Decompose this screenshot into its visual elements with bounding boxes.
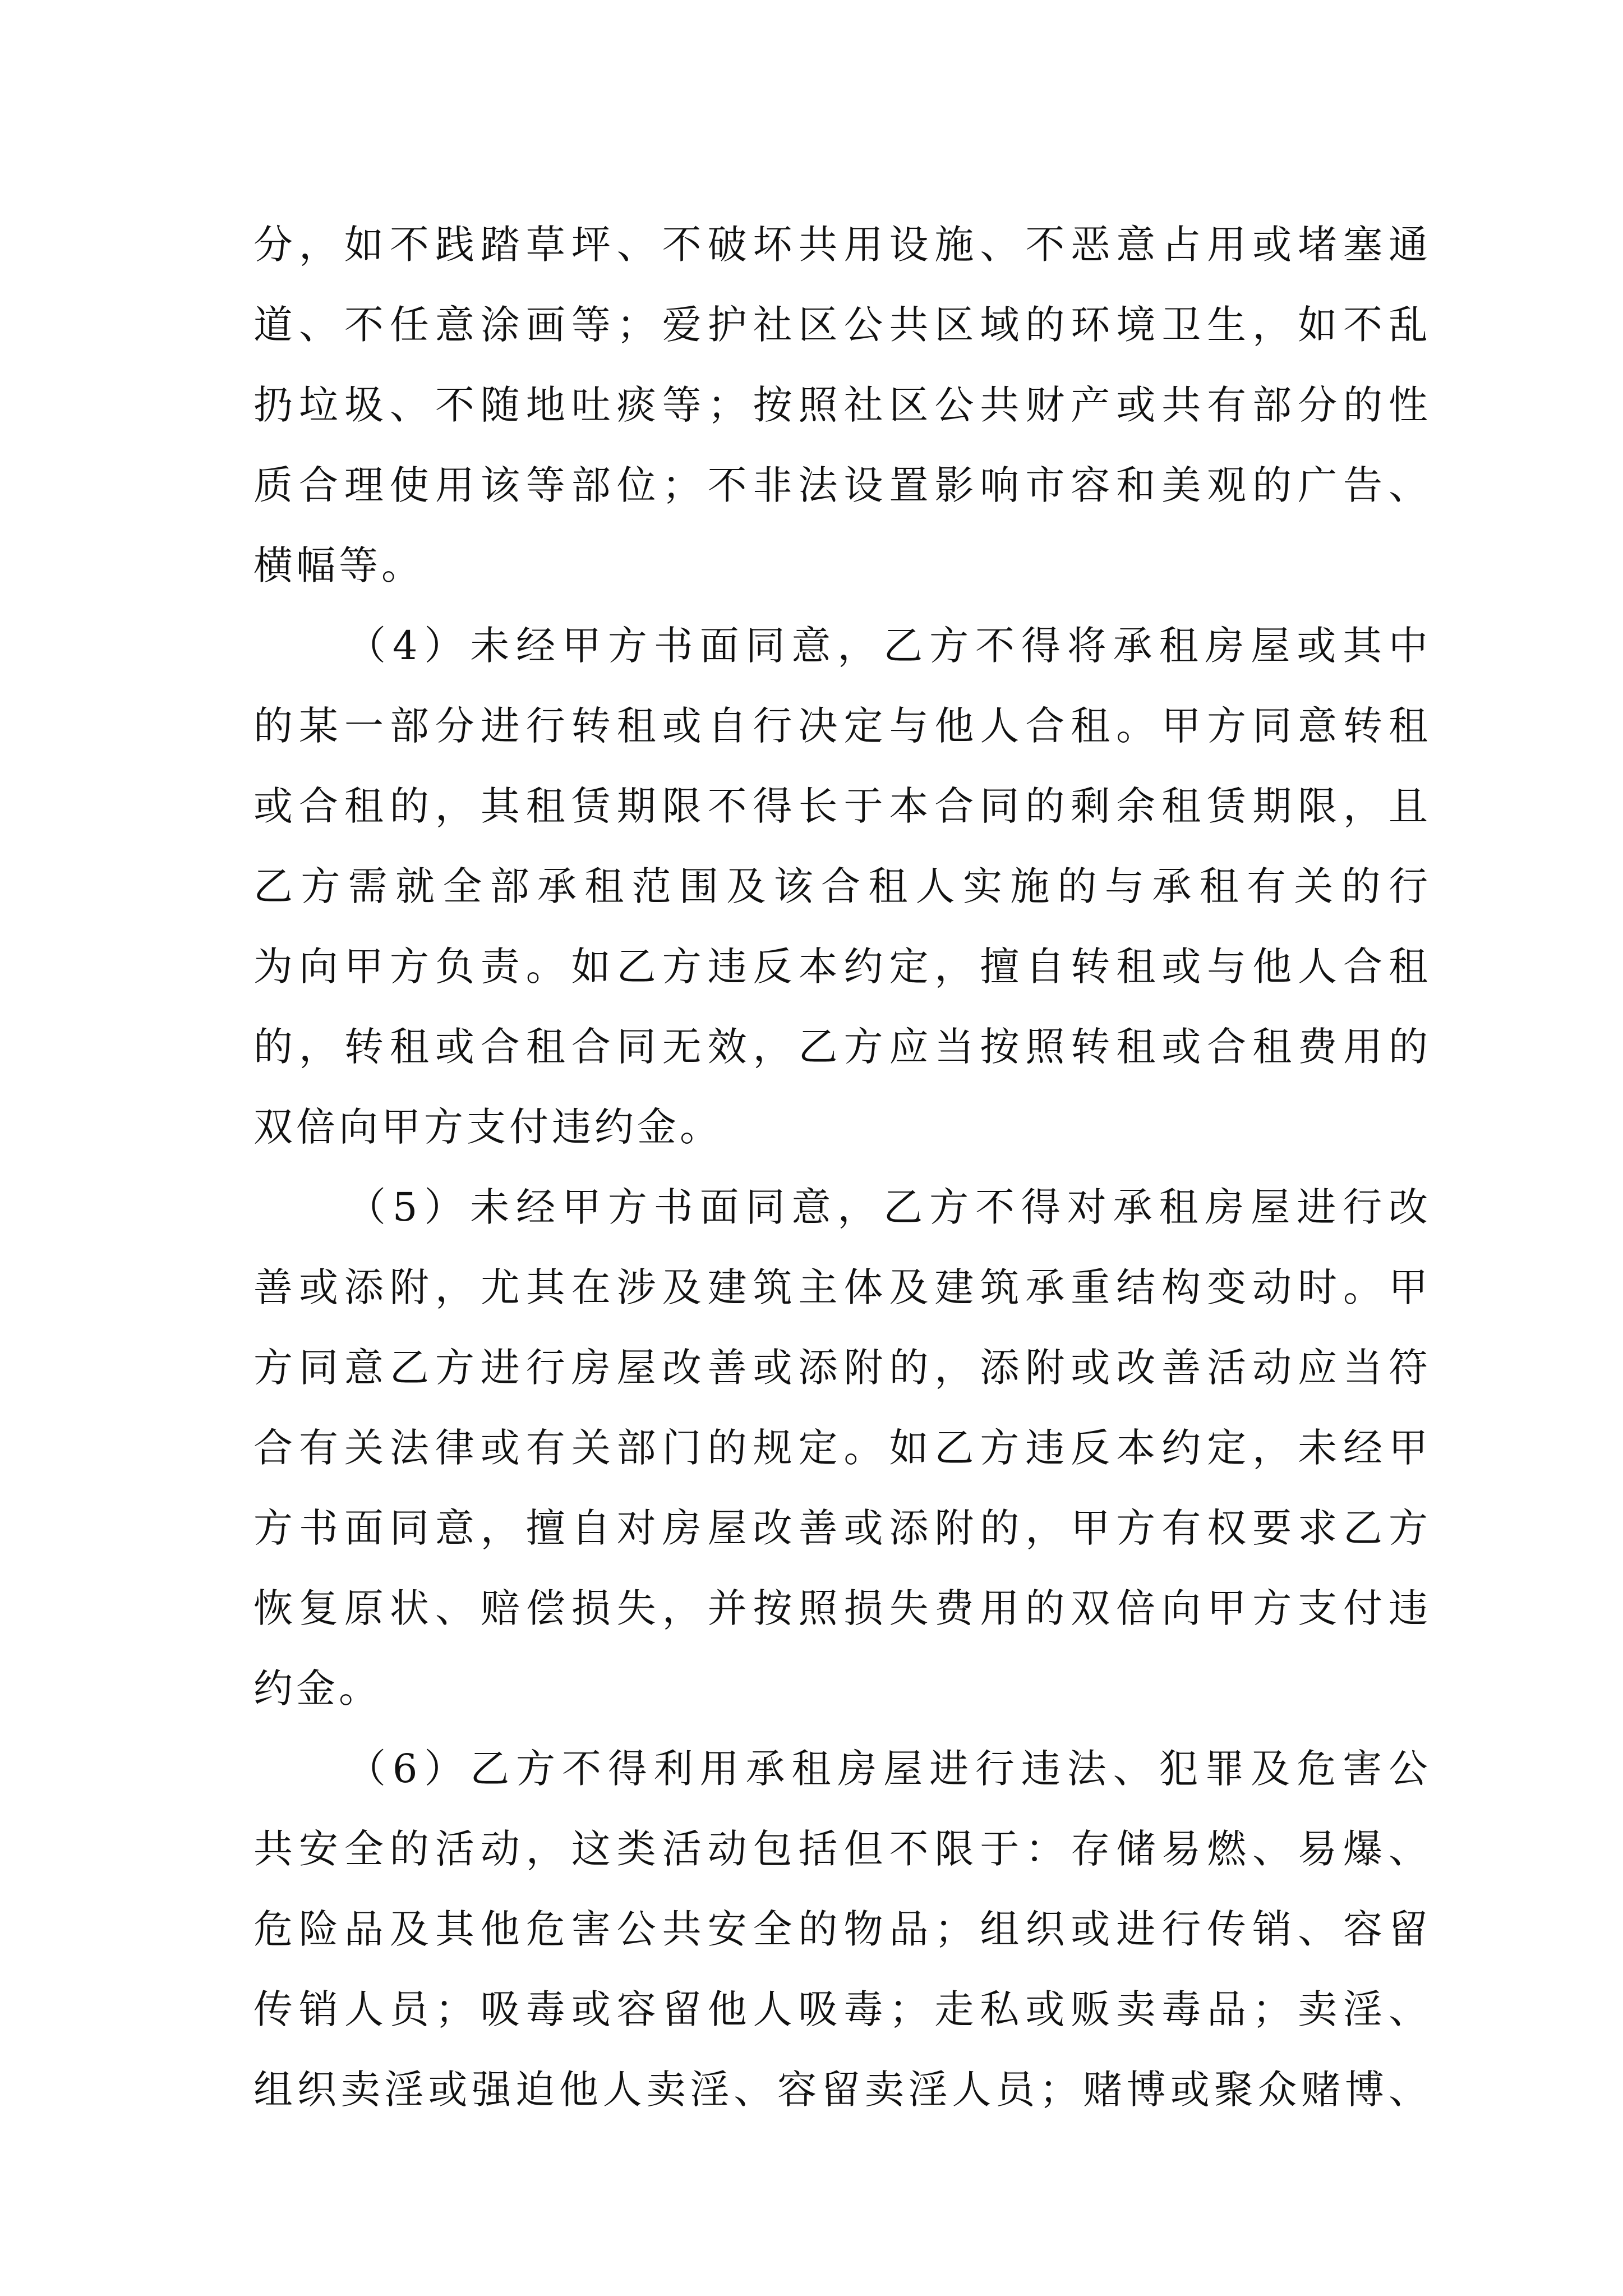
- text-line: 危险品及其他危害公共安全的物品；组织或进行传销、容留: [253, 1906, 1431, 1952]
- text-line: 的，转租或合租合同无效，乙方应当按照转租或合租费用的: [253, 1024, 1431, 1070]
- text-line: 分，如不践踏草坪、不破坏共用设施、不恶意占用或堵塞通: [253, 222, 1431, 268]
- text-line: 合有关法律或有关部门的规定。如乙方违反本约定，未经甲: [253, 1425, 1431, 1471]
- text-line: 道、不任意涂画等；爱护社区公共区域的环境卫生，如不乱: [253, 302, 1431, 348]
- text-line: 横幅等。: [253, 542, 424, 588]
- text-line: 传销人员；吸毒或容留他人吸毒；走私或贩卖毒品；卖淫、: [253, 1986, 1431, 2032]
- text-line: 善或添附，尤其在涉及建筑主体及建筑承重结构变动时。甲: [253, 1264, 1431, 1310]
- text-line: 为向甲方负责。如乙方违反本约定，擅自转租或与他人合租: [253, 944, 1431, 990]
- text-line: 乙方需就全部承租范围及该合租人实施的与承租有关的行: [253, 863, 1431, 909]
- paragraph-first-line: （4）未经甲方书面同意，乙方不得将承租房屋或其中: [347, 623, 1431, 669]
- text-line: 方同意乙方进行房屋改善或添附的，添附或改善活动应当符: [253, 1345, 1431, 1391]
- text-line: 约金。: [253, 1665, 381, 1711]
- text-line: 恢复原状、赔偿损失，并按照损失费用的双倍向甲方支付违: [253, 1585, 1431, 1631]
- text-line: 方书面同意，擅自对房屋改善或添附的，甲方有权要求乙方: [253, 1505, 1431, 1551]
- text-line: 扔垃圾、不随地吐痰等；按照社区公共财产或共有部分的性: [253, 382, 1431, 428]
- text-line: 共安全的活动，这类活动包括但不限于：存储易燃、易爆、: [253, 1826, 1431, 1872]
- paragraph-first-line: （6）乙方不得利用承租房屋进行违法、犯罪及危害公: [347, 1746, 1431, 1792]
- text-line: 组织卖淫或强迫他人卖淫、容留卖淫人员；赌博或聚众赌博、: [253, 2067, 1431, 2113]
- paragraph-first-line: （5）未经甲方书面同意，乙方不得对承租房屋进行改: [347, 1184, 1431, 1230]
- text-line: 双倍向甲方支付违约金。: [253, 1104, 722, 1150]
- text-line: 质合理使用该等部位；不非法设置影响市容和美观的广告、: [253, 462, 1431, 508]
- text-line: 的某一部分进行转租或自行决定与他人合租。甲方同意转租: [253, 703, 1431, 749]
- text-line: 或合租的，其租赁期限不得长于本合同的剩余租赁期限，且: [253, 783, 1431, 829]
